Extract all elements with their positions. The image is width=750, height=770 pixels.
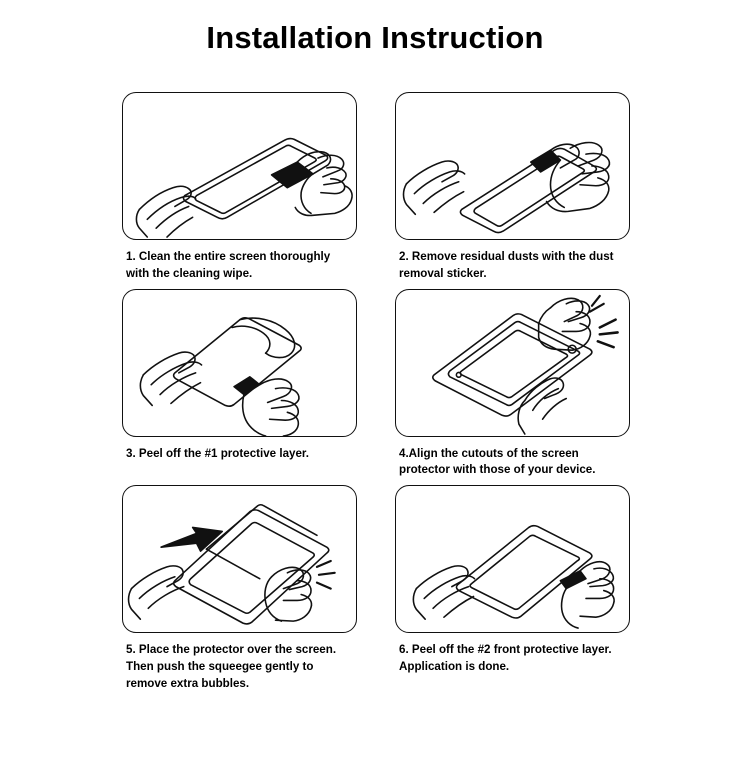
step-illustration-6 — [395, 485, 630, 633]
step-caption: 5. Place the protector over the screen. Then push the squeegee gently to remove extra bubbles. — [126, 643, 337, 690]
step-illustration-3 — [122, 289, 357, 437]
step-caption: 3. Peel off the #1 protective layer. — [126, 446, 310, 460]
instruction-sheet — [0, 20, 750, 770]
step-item — [112, 92, 367, 283]
page-title: Installation Instruction — [206, 20, 544, 55]
step-item — [112, 485, 367, 692]
step-item — [385, 289, 640, 480]
steps-grid — [112, 92, 640, 699]
step-caption: 1. Clean the entire screen thoroughly with the cleaning wipe. — [126, 250, 331, 280]
step-illustration-2 — [395, 92, 630, 240]
step-caption: 6. Peel off the #2 front protective layer. Application is done. — [399, 643, 612, 673]
step-illustration-4 — [395, 289, 630, 437]
step-illustration-5 — [122, 485, 357, 633]
step-item — [112, 289, 367, 480]
step-caption: 2. Remove residual dusts with the dust removal sticker. — [399, 250, 614, 280]
step-item — [385, 92, 640, 283]
step-caption: 4.Align the cutouts of the screen protector with those of your device. — [399, 446, 596, 477]
step-illustration-1 — [122, 92, 357, 240]
step-item — [385, 485, 640, 692]
